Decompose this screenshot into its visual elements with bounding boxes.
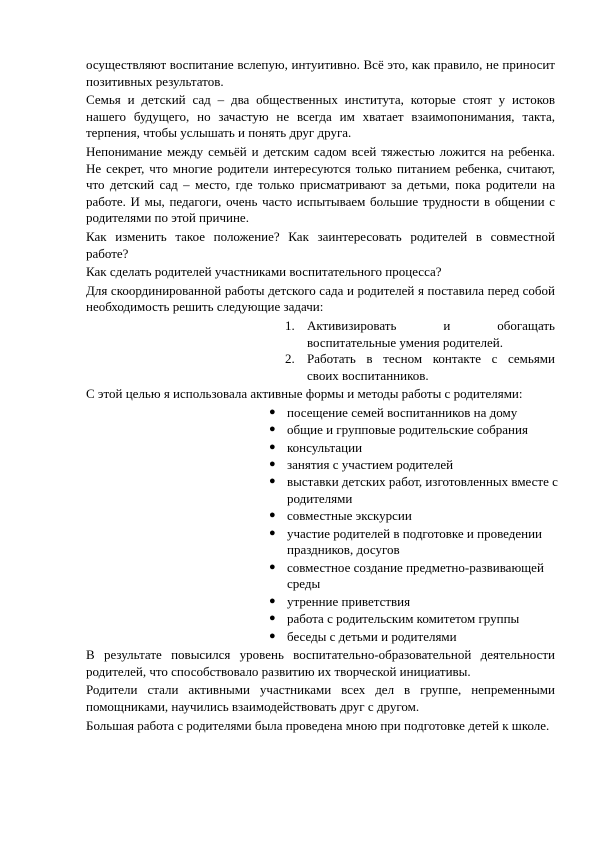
list-item: [269, 611, 562, 628]
task-text-line1: Активизировать и обогащать: [307, 317, 555, 333]
task-item: [285, 351, 555, 384]
list-item: [269, 474, 562, 507]
task-text-line2: своих воспитанников.: [307, 367, 429, 383]
list-item-text: занятия с участием родителей: [287, 457, 454, 473]
paragraph-1: осуществляют воспитание вслепую, интуитивно. Всё это, как правило, не приносит позитивных результатов.: [86, 57, 555, 89]
task-number: 1.: [285, 317, 295, 333]
task-number: 2.: [285, 351, 295, 367]
bullet-icon: ●: [269, 509, 276, 522]
list-item: [269, 422, 562, 439]
forms-list: [86, 404, 558, 645]
bullet-icon: ●: [269, 423, 276, 436]
tasks-list: [86, 318, 555, 384]
bullet-icon: ●: [269, 405, 276, 418]
bullet-icon: ●: [269, 475, 276, 488]
list-item-text: совместные экскурсии: [287, 508, 412, 524]
list-item-text: консультации: [287, 439, 363, 455]
list-item: [269, 594, 562, 611]
bullet-icon: ●: [269, 526, 276, 539]
list-item-text: утренние приветствия: [287, 593, 411, 609]
list-item-text: беседы с детьми и родителями: [287, 628, 457, 644]
list-item-text: участие родителей в подготовке и проведении праздников, досугов: [287, 525, 543, 558]
paragraph-10: Большая работа с родителями была проведена мною при подготовке детей к школе.: [86, 717, 550, 733]
paragraph-4: Как изменить такое положение? Как заинтересовать родителей в совместной работе?: [86, 228, 555, 261]
list-item-text: работа с родительским комитетом группы: [287, 611, 520, 627]
list-item: [269, 560, 562, 593]
paragraph-9: Родители стали активными участниками всех дел в группе, непременными помощниками, научились взаимодействовать друг с другом.: [86, 682, 555, 714]
task-text-line2: воспитательные умения родителей.: [307, 334, 503, 350]
bullet-icon: ●: [269, 458, 276, 471]
paragraph-5: Как сделать родителей участниками воспитательного процесса?: [86, 264, 442, 280]
paragraph-3: Непонимание между семьёй и детским садом всей тяжестью ложится на ребенка. Не секрет, что многие родители интересуются только питанием ребенка, считают, что детский сад – место, где только присматривают за детьми, пока родители на работе. И мы, педагоги, очень часто испытываем большие трудности в общении с родителями по этой причине.: [86, 143, 555, 226]
bullet-icon: ●: [269, 629, 276, 642]
paragraph-7: С этой целью я использовала активные формы и методы работы с родителями:: [86, 386, 523, 402]
document-body: [86, 57, 558, 734]
paragraph-6: Для скоординированной работы детского сада и родителей я поставила перед собой необходимость решить следующие задачи:: [86, 282, 555, 315]
list-item-text: посещение семей воспитанников на дому: [287, 404, 518, 420]
task-text-line1: Работать в тесном контакте с семьями: [307, 351, 555, 367]
bullet-icon: ●: [269, 440, 276, 453]
list-item: [269, 629, 562, 646]
list-item-text: совместное создание предметно-развивающей среды: [287, 559, 544, 592]
bullet-icon: ●: [269, 594, 276, 607]
paragraph-2: Семья и детский сад – два общественных института, которые стоят у истоков нашего будущего, но зачастую не всегда им хватает взаимопонимания, такта, терпения, чтобы услышать и понять друг друга.: [86, 92, 555, 141]
list-item: [269, 526, 562, 559]
bullet-icon: ●: [269, 560, 276, 573]
paragraph-8: В результате повысился уровень воспитательно-образовательной деятельности родителей, что способствовало развитию их творческой инициативы.: [86, 647, 555, 679]
list-item-text: общие и групповые родительские собрания: [287, 422, 528, 438]
bullet-icon: ●: [269, 612, 276, 625]
list-item: [269, 405, 562, 422]
task-item: [285, 318, 555, 351]
list-item: [269, 508, 562, 525]
list-item-text: выставки детских работ, изготовленных вместе с родителями: [287, 474, 558, 507]
list-item: [269, 440, 562, 457]
list-item: [269, 457, 562, 474]
